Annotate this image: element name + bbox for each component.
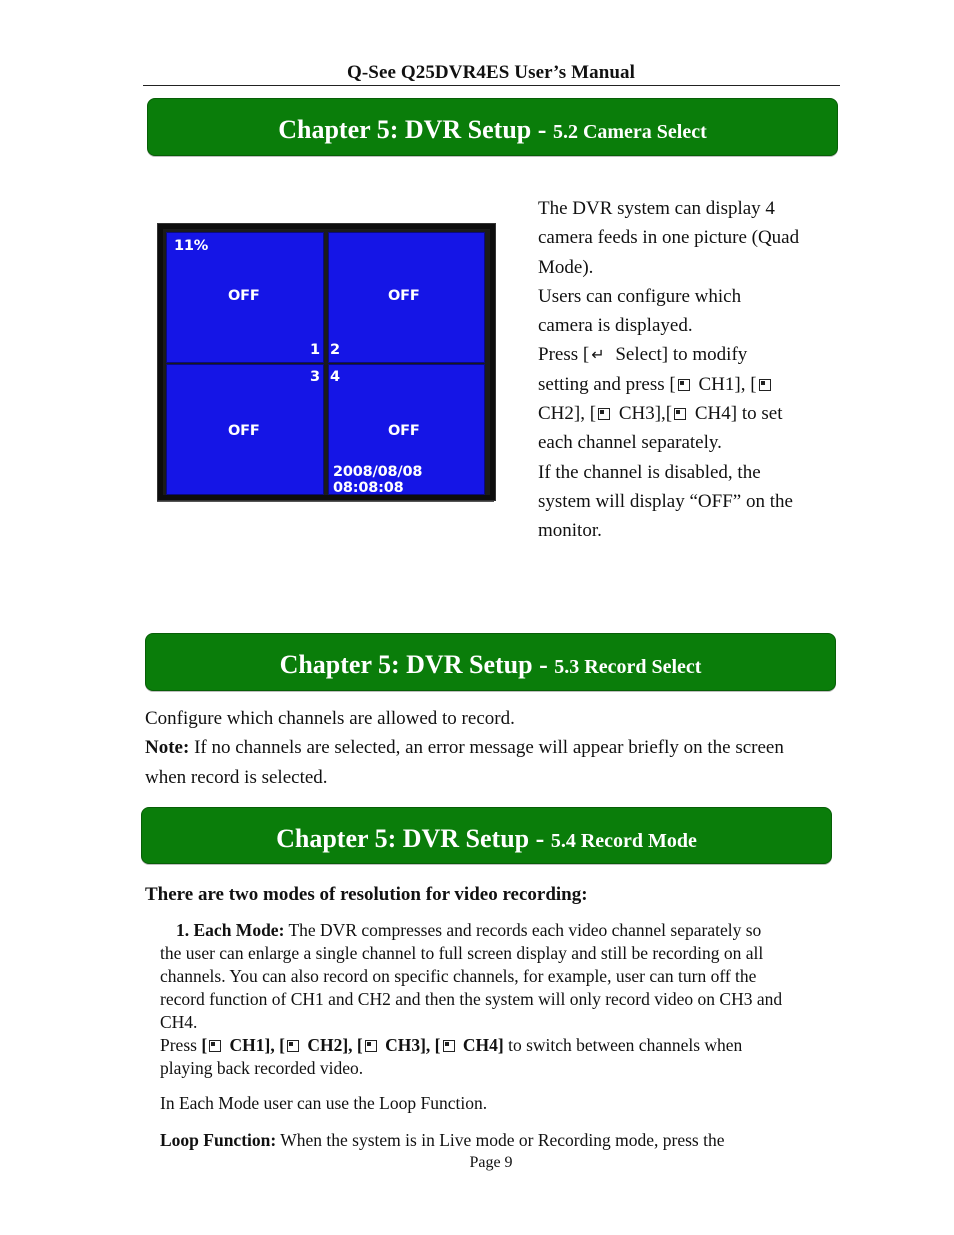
text-line: the user can enlarge a single channel to full screen display and still be recording on all: [160, 943, 764, 963]
ch1-key-icon: [678, 379, 690, 391]
text-fragment: CH2], [: [302, 1035, 363, 1055]
ch2-key-icon: [287, 1040, 299, 1052]
text-line: [538, 399, 838, 428]
ch3-key-icon: [598, 408, 610, 420]
text-line: channels. You can also record on specific channels, for example, user can turn off the: [160, 966, 757, 986]
banner-main-text: Chapter 5: DVR Setup -: [278, 115, 553, 144]
text-fragment: Press: [160, 1035, 202, 1055]
ch1-key-icon: [209, 1040, 221, 1052]
text-fragment: When the system is in Live mode or Recording mode, press the: [276, 1130, 725, 1150]
loop-function-label: Loop Function:: [160, 1130, 277, 1150]
banner-main-text: Chapter 5: DVR Setup -: [276, 824, 551, 853]
channel-keys: [201, 1035, 503, 1055]
text-line: playing back recorded video.: [160, 1058, 364, 1078]
ch3-key-icon: [365, 1040, 377, 1052]
channel-number-2: 2: [330, 342, 340, 358]
chapter-banner-record-mode: [141, 807, 832, 864]
off-label-ch2: OFF: [388, 288, 420, 304]
text-line: Users can configure which: [538, 285, 742, 307]
text-line: [538, 370, 838, 399]
each-mode-label: 1. Each Mode:: [176, 920, 285, 940]
header-divider: [143, 85, 840, 86]
banner-sub-text: 5.3 Record Select: [554, 656, 702, 678]
text-line: Configure which channels are allowed to record.: [145, 708, 515, 729]
text-line: CH4.: [160, 1012, 198, 1032]
text-fragment: CH1], [: [693, 373, 757, 395]
record-mode-intro: There are two modes of resolution for video recording:: [145, 884, 588, 905]
text-line: [160, 1034, 850, 1057]
text-line: camera is displayed.: [538, 315, 693, 337]
channel-number-4: 4: [330, 369, 340, 385]
page-number: Page 9: [469, 1154, 513, 1171]
off-label-ch4: OFF: [388, 423, 420, 439]
banner-main-text: Chapter 5: DVR Setup -: [279, 650, 555, 679]
text-fragment: [: [201, 1035, 208, 1055]
text-line: each channel separately.: [538, 432, 722, 454]
text-line: The DVR system can display 4: [538, 198, 775, 219]
off-label-ch1: OFF: [228, 288, 260, 304]
timestamp: 2008/08/08 08:08:08: [333, 464, 423, 496]
text-line: In Each Mode user can use the Loop Function.: [160, 1093, 488, 1113]
note-label: Note:: [145, 737, 190, 759]
text-fragment: CH4] to set: [690, 403, 783, 425]
text-fragment: Select] to modify: [610, 344, 748, 366]
channel-number-1: 1: [310, 342, 320, 358]
note-text: If no channels are selected, an error message will appear briefly on the screen: [189, 737, 784, 759]
text-fragment: CH4]: [458, 1035, 504, 1055]
text-line: system will display “OFF” on the: [538, 490, 793, 512]
text-fragment: The DVR compresses and records each video channel separately so: [284, 920, 762, 940]
progress-percent: 11%: [174, 238, 209, 254]
chapter-banner-camera-select: [147, 98, 838, 156]
enter-icon: ↵: [591, 345, 605, 365]
channel-number-3: 3: [310, 369, 320, 385]
record-select-description: [145, 704, 845, 792]
text-fragment: CH3], [: [380, 1035, 441, 1055]
manual-title: Q-See Q25DVR4ES User’s Manual: [346, 62, 636, 83]
ch4-key-icon: [443, 1040, 455, 1052]
off-label-ch3: OFF: [228, 423, 260, 439]
text-fragment: to switch between channels when: [503, 1035, 743, 1055]
camera-select-description: [538, 194, 838, 546]
quad-mode-screenshot: [157, 223, 496, 501]
image-underline: [157, 501, 494, 502]
text-line: [145, 733, 845, 762]
text-line: [160, 919, 850, 942]
text-line: [538, 340, 838, 369]
text-fragment: CH1], [: [225, 1035, 285, 1055]
text-line: camera feeds in one picture (Quad: [538, 227, 800, 249]
ch4-key-icon: [674, 408, 686, 420]
ch2-key-icon: [759, 379, 771, 391]
text-line: monitor.: [538, 520, 602, 542]
text-line: record function of CH1 and CH2 and then the system will only record video on CH3 and: [160, 989, 783, 1009]
banner-sub-text: 5.4 Record Mode: [550, 830, 697, 852]
text-line: Mode).: [538, 256, 594, 278]
text-fragment: CH3],[: [614, 403, 673, 425]
text-fragment: setting and press [: [538, 373, 676, 395]
text-line: when record is selected.: [145, 766, 328, 788]
text-line: [160, 1129, 850, 1152]
each-mode-description: [160, 919, 850, 1152]
text-fragment: Press [: [538, 344, 590, 366]
chapter-banner-record-select: [145, 633, 836, 691]
text-line: If the channel is disabled, the: [538, 461, 761, 483]
banner-sub-text: 5.2 Camera Select: [552, 121, 707, 143]
text-fragment: CH2], [: [538, 403, 597, 425]
